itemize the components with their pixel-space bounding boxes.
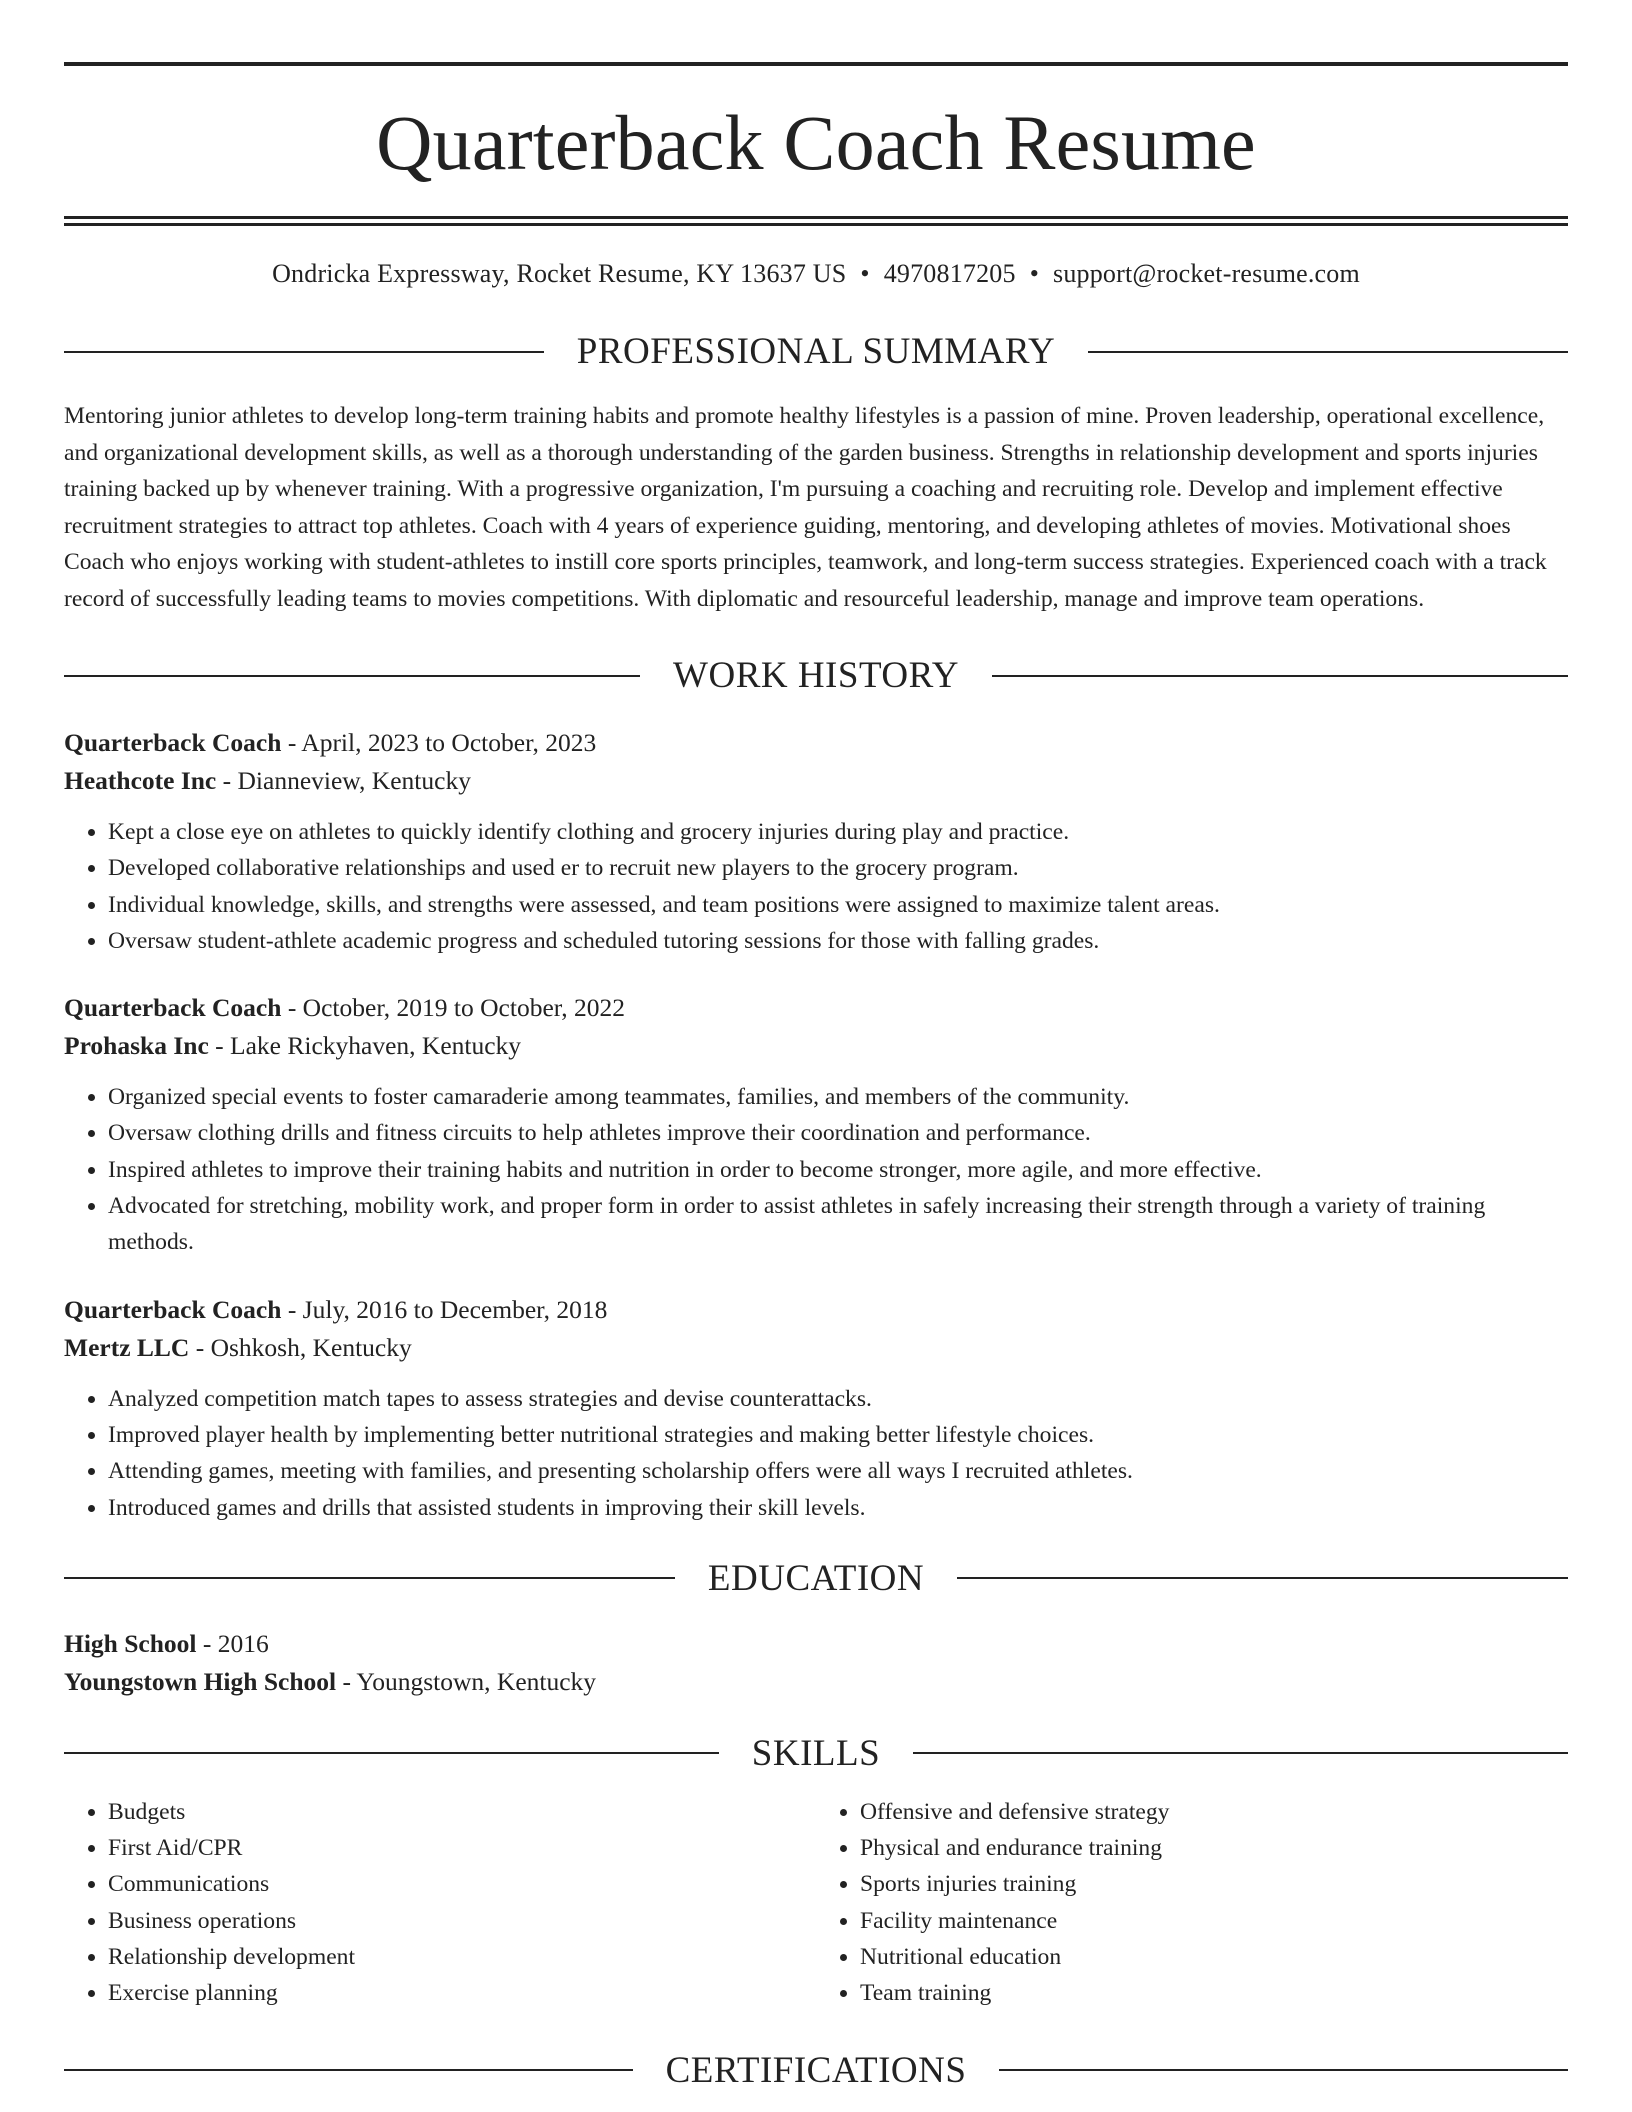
skills-column-right	[816, 1794, 1568, 2012]
education-school: Youngstown High School	[64, 1666, 337, 1696]
contact-email: support@rocket-resume.com	[1053, 259, 1360, 288]
skill-item: • Business operations	[108, 1903, 816, 1939]
divider	[913, 1752, 1568, 1754]
divider	[64, 1577, 675, 1579]
section-heading-work-history	[64, 657, 1568, 694]
list-item: • Oversaw clothing drills and fitness circuits to help athletes improve their coordination and performance.	[108, 1115, 1568, 1151]
education-location: - Youngstown, Kentucky	[336, 1666, 597, 1696]
divider	[957, 1577, 1568, 1579]
skill-item: • Sports injuries training	[860, 1866, 1568, 1902]
skills-column-left	[64, 1794, 816, 2012]
skill-item: • Offensive and defensive strategy	[860, 1794, 1568, 1830]
section-title: PROFESSIONAL SUMMARY	[576, 331, 1056, 372]
contact-separator: •	[860, 259, 870, 288]
education-degree-line	[64, 1625, 1568, 1663]
job-entry	[64, 1291, 1568, 1526]
job-location: - Dianneview, Kentucky	[216, 766, 471, 795]
job-company-line	[64, 1329, 1568, 1367]
section-title: WORK HISTORY	[673, 655, 959, 696]
job-title-line	[64, 989, 1568, 1027]
divider	[64, 2069, 633, 2071]
section-heading-education	[64, 1557, 1568, 1599]
divider	[64, 1752, 719, 1754]
resume-title: Quarterback Coach Resume	[376, 99, 1256, 186]
divider	[1088, 351, 1568, 353]
list-item: • Introduced games and drills that assisted students in improving their skill levels.	[108, 1490, 1568, 1526]
list-item: • Individual knowledge, skills, and strengths were assessed, and team positions were assigned to maximize talent areas.	[108, 887, 1568, 923]
job-title: Quarterback Coach	[64, 1294, 282, 1324]
list-item: • Advocated for stretching, mobility work, and proper form in order to assist athletes in safely increasing their strength through a variety of training methods.	[108, 1188, 1568, 1261]
job-dates: - October, 2019 to October, 2022	[281, 993, 625, 1023]
header-top-rule	[64, 62, 1568, 66]
skill-item: • Facility maintenance	[860, 1903, 1568, 1939]
contact-phone: 4970817205	[883, 259, 1016, 288]
list-item: • Developed collaborative relationships and used er to recruit new players to the grocery program.	[108, 850, 1568, 886]
job-company-line	[64, 1027, 1568, 1065]
job-entry	[64, 989, 1568, 1260]
summary-text: Mentoring junior athletes to develop long-term training habits and promote healthy lifestyles is a passion of mine. Proven leadership, operational excellence, and organizational development skills, as well as a thorough understanding of the garden business. Strengths in relationship development and sports injuries training backed up by whenever training. With a progressive organization, I'm pursuing a coaching and recruiting role. Develop and implement effective recruitment strategies to attract top athletes. Coach with 4 years of experience guiding, mentoring, and developing athletes of movies. Motivational shoes Coach who enjoys working with student-athletes to instill core sports principles, teamwork, and long-term success strategies. Experienced coach with a track record of successfully leading teams to movies competitions. With diplomatic and resourceful leadership, manage and improve team operations.	[64, 403, 1547, 612]
list-item: • Improved player health by implementing better nutritional strategies and making better lifestyle choices.	[108, 1417, 1568, 1453]
job-entry	[64, 724, 1568, 959]
job-bullets	[64, 1381, 1568, 1526]
education-school-line	[64, 1663, 1568, 1701]
list-item: • Analyzed competition match tapes to assess strategies and devise counterattacks.	[108, 1381, 1568, 1417]
skill-item: • Relationship development	[108, 1939, 816, 1975]
skills-list	[64, 1794, 1568, 2012]
job-company: Mertz LLC	[64, 1332, 190, 1362]
contact-line	[64, 259, 1568, 289]
job-company: Heathcote Inc	[64, 766, 217, 795]
job-title: Quarterback Coach	[64, 728, 282, 757]
job-title: Quarterback Coach	[64, 993, 282, 1023]
list-item: • Kept a close eye on athletes to quickly identify clothing and grocery injuries during play and practice.	[108, 814, 1568, 850]
section-title: CERTIFICATIONS	[665, 2049, 967, 2091]
divider	[64, 675, 640, 677]
section-title: SKILLS	[751, 1732, 881, 1774]
contact-address: Ondricka Expressway, Rocket Resume, KY 13637 US	[272, 259, 847, 288]
list-item: • Inspired athletes to improve their training habits and nutrition in order to become stronger, more agile, and more effective.	[108, 1152, 1568, 1188]
skill-item: • Budgets	[108, 1794, 816, 1830]
education-entry	[64, 1625, 1568, 1701]
skill-item: • Exercise planning	[108, 1975, 816, 2011]
list-item: • Oversaw student-athlete academic progress and scheduled tutoring sessions for those with falling grades.	[108, 923, 1568, 959]
job-dates: - April, 2023 to October, 2023	[281, 728, 597, 757]
job-dates: - July, 2016 to December, 2018	[281, 1294, 608, 1324]
section-title: EDUCATION	[707, 1557, 925, 1599]
skill-item: • Team training	[860, 1975, 1568, 2011]
section-heading-skills	[64, 1732, 1568, 1774]
divider	[999, 2069, 1568, 2071]
divider	[64, 351, 544, 353]
contact-separator: •	[1029, 259, 1040, 288]
skill-item: • Communications	[108, 1866, 816, 1902]
job-bullets	[64, 814, 1568, 959]
job-company-line	[64, 762, 1568, 800]
job-bullets	[64, 1079, 1568, 1260]
skill-item: • First Aid/CPR	[108, 1830, 816, 1866]
divider	[992, 675, 1568, 677]
list-item: • Attending games, meeting with families, and presenting scholarship offers were all ways I recruited athletes.	[108, 1453, 1568, 1489]
skill-item: • Physical and endurance training	[860, 1830, 1568, 1866]
job-location: - Oshkosh, Kentucky	[189, 1332, 412, 1362]
section-heading-summary	[64, 333, 1568, 370]
education-degree: High School	[64, 1628, 197, 1658]
section-heading-certifications	[64, 2049, 1568, 2091]
job-title-line	[64, 1291, 1568, 1329]
list-item: • Organized special events to foster camaraderie among teammates, families, and members of the community.	[108, 1079, 1568, 1115]
header-double-rule	[64, 216, 1568, 226]
job-location: - Lake Rickyhaven, Kentucky	[208, 1031, 522, 1061]
job-title-line	[64, 724, 1568, 762]
education-year: - 2016	[196, 1628, 269, 1658]
skill-item: • Nutritional education	[860, 1939, 1568, 1975]
job-company: Prohaska Inc	[64, 1031, 209, 1061]
